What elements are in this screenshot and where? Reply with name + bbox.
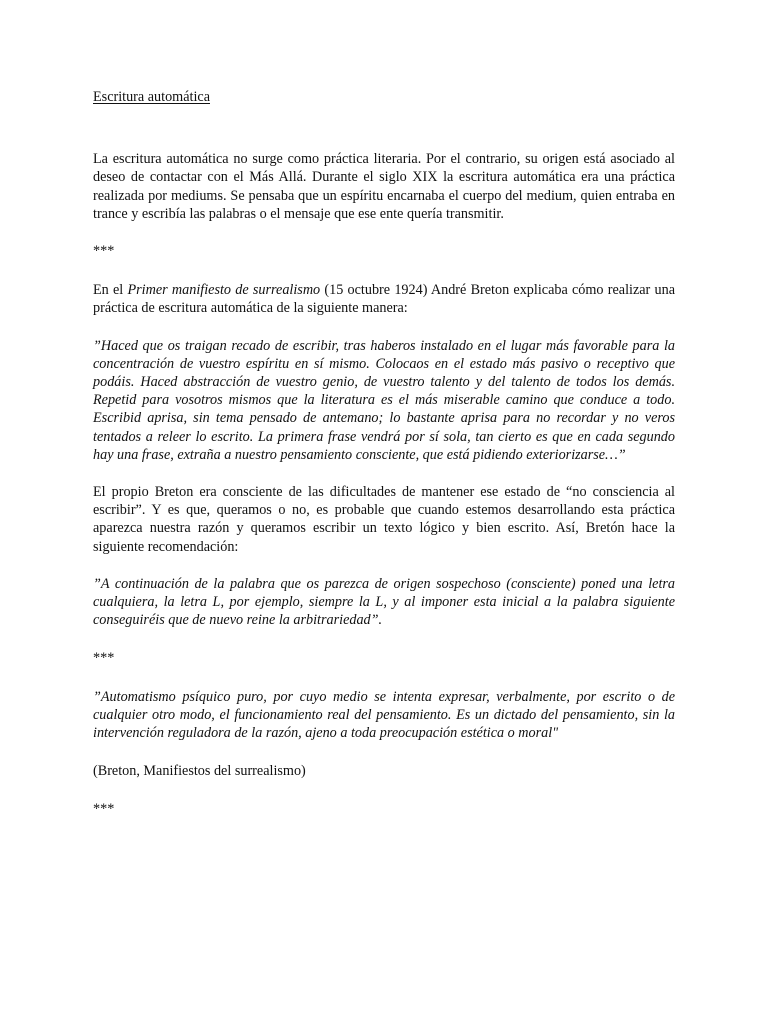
automatism-definition-quote: ”Automatismo psíquico puro, por cuyo medio se intenta expresar, verbalmente, por escrito o de cualquier otro modo, el funcionamiento real del pensamiento. Es un dictado del pensamiento, sin la intervención reguladora de la razón, ajeno a toda preocupación estética o moral" — [93, 688, 675, 742]
breton-quote-instructions: ”Haced que os traigan recado de escribir, tras haberos instalado en el lugar más favorable para la concentración de vuestro espíritu en sí mismo. Colocaos en el estado más pasivo o receptivo que podáis. Haced abstracción de vuestro genio, de vuestro talento y del talento de todos los demás. Repetid para vosotros mismos que la literatura es el más miserable camino que conduce a todo. Escribid aprisa, sin tema pensado de antemano; lo bastante aprisa para no recordar y no veros tentados a releer lo escrito. La primera frase vendrá por sí sola, tan cierto es que en cada segundo hay una frase, extraña a nuestro pensamiento consciente, que está pidiendo exteriorizarse…” — [93, 337, 675, 463]
intro-paragraph: La escritura automática no surge como práctica literaria. Por el contrario, su origen está asociado al deseo de contactar con el Más Allá. Durante el siglo XIX la escritura automática era una práctica realizada por mediums. Se pensaba que un espíritu encarnaba el cuerpo del medium, quien entraba en trance y escribía las palabras o el mensaje que ese ente quería transmitir. — [93, 151, 675, 222]
document-page — [93, 88, 675, 819]
manifesto-text-before: En el — [93, 282, 128, 299]
quote-source: (Breton, Manifiestos del surrealismo) — [93, 763, 306, 780]
section-separator: *** — [93, 801, 115, 818]
breton-quote-recommendation: ”A continuación de la palabra que os parezca de origen sospechoso (consciente) poned una letra cualquiera, la letra L, por ejemplo, siempre la L, y al imponer esta inicial a la palabra siguiente conseguiréis que de nuevo reine la arbitrariedad”. — [93, 575, 675, 629]
section-separator: *** — [93, 650, 115, 667]
manifesto-paragraph — [93, 281, 675, 317]
manifesto-title: Primer manifiesto de surrealismo — [127, 282, 321, 299]
manifesto-text-after: (15 octubre 1924) André Breton explicaba cómo realizar una práctica de escritura automática de la siguiente manera: — [93, 282, 676, 317]
breton-paragraph: El propio Breton era consciente de las dificultades de mantener ese estado de “no consciencia al escribir”. Y es que, queramos o no, es probable que cuando estemos desarrollando esta práctica aparezca nuestra razón y queramos escribir un texto lógico y bien escrito. Así, Bretón hace la siguiente recomendación: — [93, 484, 675, 555]
document-title: Escritura automática — [93, 89, 210, 105]
section-separator: *** — [93, 243, 115, 260]
